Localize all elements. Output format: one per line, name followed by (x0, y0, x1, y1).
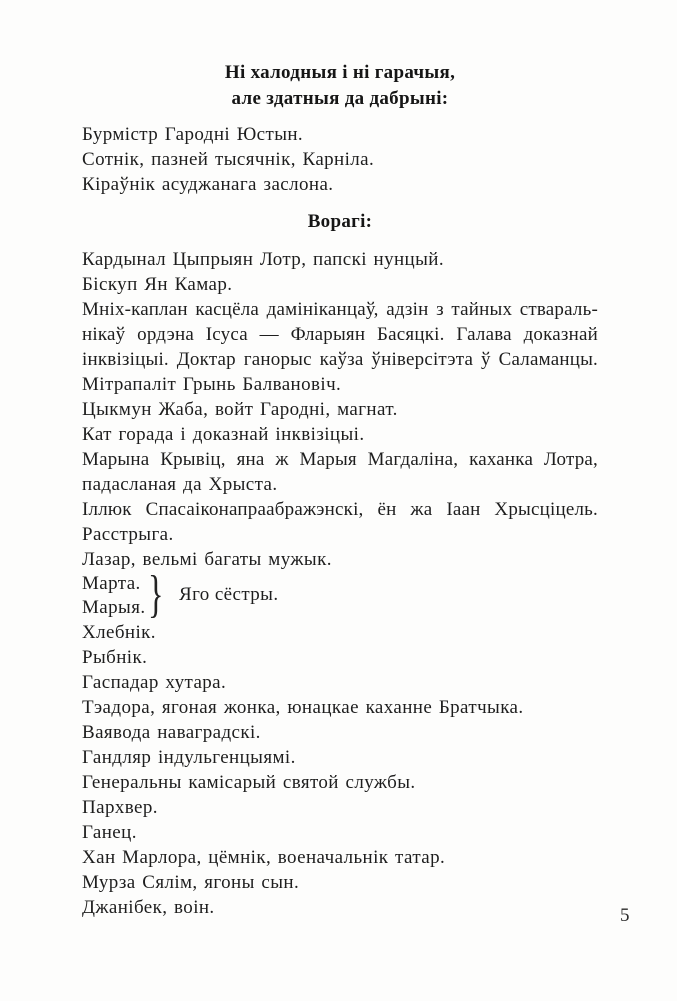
curly-brace-icon: } (148, 566, 164, 623)
brace-group-label: Яго сёстры. (179, 584, 279, 606)
sisters-brace-group (82, 566, 598, 623)
character-entry: Расстрыга. (82, 524, 174, 545)
character-entry: Генеральны камісарый святой службы. (82, 772, 416, 793)
character-entry: інквізіцыі. Доктар ганорыс каўза ўніверсітэта ў Саламанцы. (82, 349, 598, 370)
character-entry: Ваявода наваградскі. (82, 722, 261, 743)
character-entry: Джанібек, воін. (82, 897, 215, 918)
text-block (82, 60, 598, 920)
character-entry: Тэадора, ягоная жонка, юнацкае каханне Братчыка. (82, 697, 524, 718)
character-entry: Цыкмун Жаба, войт Гародні, магнат. (82, 399, 398, 420)
character-entry: Хлебнік. (82, 622, 156, 643)
character-entry: Пархвер. (82, 797, 158, 818)
character-entry: Лазар, вельмі багаты мужык. (82, 549, 332, 570)
character-entry: Мурза Сялім, ягоны сын. (82, 872, 300, 893)
character-entry: Біскуп Ян Камар. (82, 274, 233, 295)
character-entry: Сотнік, пазней тысячнік, Карніла. (82, 149, 375, 170)
character-entry: Хан Марлора, цёмнік, военачальнік татар. (82, 847, 446, 868)
character-entry: нікаў ордэна Ісуса — Фларыян Басяцкі. Галава доказнай (82, 324, 598, 345)
character-entry: Іллюк Спасаіконапраабражэнскі, ён жа Іаан Хрысціцель. (82, 499, 598, 520)
character-entry: Бурмістр Гародні Юстын. (82, 124, 304, 145)
character-entry: Мніх-каплан касцёла дамініканцаў, адзін з тайных ствараль- (82, 299, 598, 320)
character-list-neutral (82, 122, 598, 197)
character-entry: Мітрапаліт Грынь Балвановіч. (82, 374, 342, 395)
character-entry: Кіраўнік асуджанага заслона. (82, 174, 334, 195)
section-heading-enemies: Ворагі: (307, 211, 373, 232)
character-entry: падасланая да Хрыста. (82, 474, 278, 495)
section-heading-neutral (82, 60, 598, 112)
character-entry: Гаспадар хутара. (82, 672, 227, 693)
character-entry: Ганец. (82, 822, 137, 843)
character-entry: Марына Крывіц, яна ж Марыя Магдаліна, каханка Лотра, (82, 449, 598, 470)
character-entry: Марыя. (82, 597, 146, 618)
character-entry: Кардынал Цыпрыян Лотр, папскі нунцый. (82, 249, 445, 270)
character-entry: Марта. (82, 573, 141, 594)
character-entry: Кат горада і доказнай інквізіцыі. (82, 424, 365, 445)
heading-line: але здатныя да дабрыні: (231, 88, 449, 109)
page-number: 5 (620, 905, 630, 926)
character-entry: Рыбнік. (82, 647, 148, 668)
character-list-enemies (82, 247, 598, 920)
heading-line: Ні халодныя і ні гарачыя, (224, 62, 456, 83)
character-entry: Гандляр індульгенцыямі. (82, 747, 296, 768)
